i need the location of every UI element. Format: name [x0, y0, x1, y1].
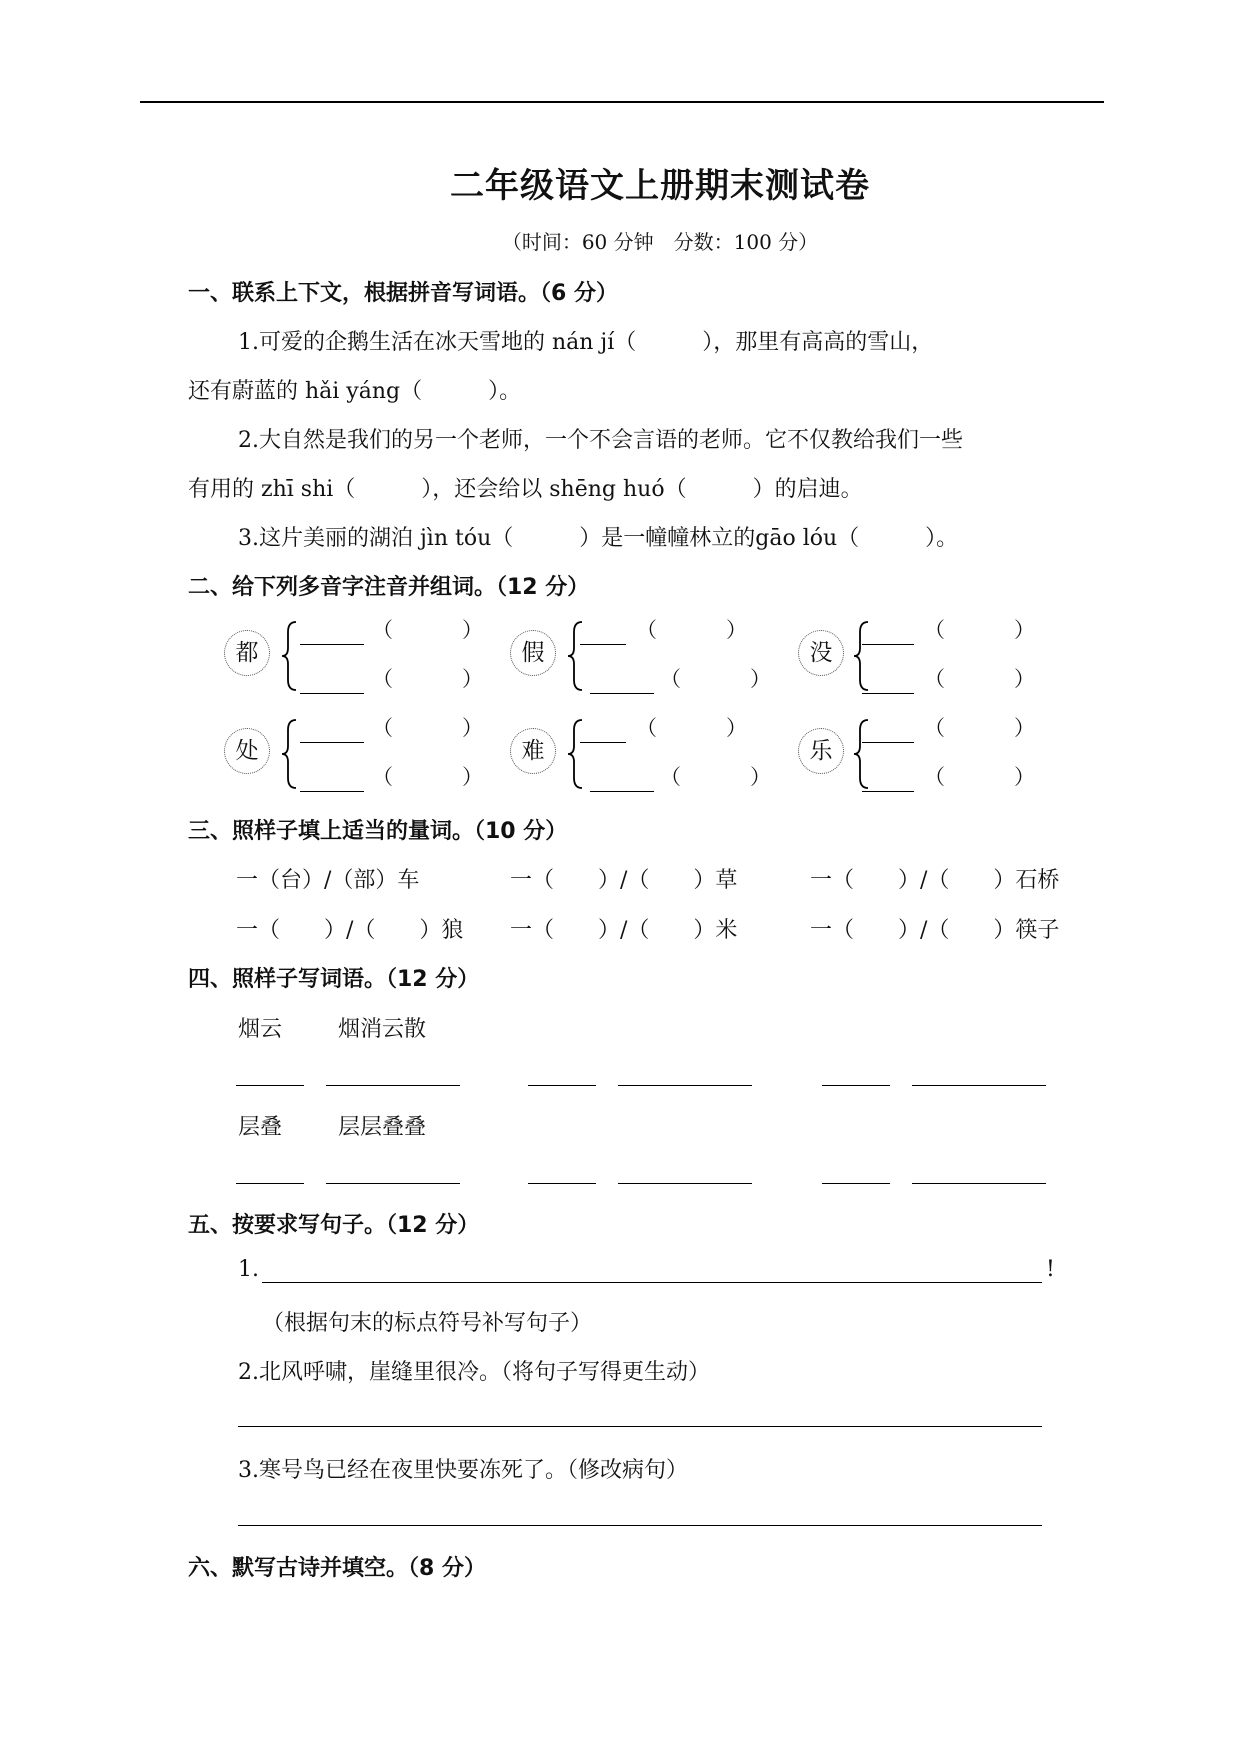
- paren-open: （: [924, 618, 945, 642]
- s1-line-5: 3.这片美丽的湖泊 jìn tóu（ ）是一幢幢林立的gāo lóu（ ）。: [238, 526, 959, 551]
- polyphone-char-nan: 难: [510, 728, 556, 774]
- section-1-heading: 一、联系上下文，根据拼音写词语。（6 分）: [188, 281, 618, 306]
- brace-icon: [566, 718, 586, 790]
- page-title: 二年级语文上册期末测试卷: [450, 166, 870, 206]
- paren-open: （: [924, 667, 945, 691]
- answer-line[interactable]: [862, 693, 914, 694]
- answer-line[interactable]: [262, 1282, 1042, 1283]
- measure-word-item: 一（ ）/（ ）米: [510, 918, 738, 943]
- s1-line-4: 有用的 zhī shi（ ），还会给以 shēng huó（ ）的启迪。: [188, 477, 863, 502]
- paren-close: ）: [726, 716, 747, 740]
- paren-close: ）: [462, 716, 483, 740]
- paren-close: ）: [1014, 618, 1035, 642]
- paren-close: ）: [750, 667, 771, 691]
- brace-icon: [280, 718, 300, 790]
- paren-close: ）: [1014, 765, 1035, 789]
- answer-line[interactable]: [238, 1525, 1042, 1526]
- s1-line-2: 还有蔚蓝的 hǎi yáng（ ）。: [188, 379, 522, 404]
- paren-close: ）: [1014, 667, 1035, 691]
- answer-line[interactable]: [822, 1183, 890, 1184]
- answer-line[interactable]: [300, 644, 364, 645]
- answer-line[interactable]: [580, 644, 626, 645]
- answer-line[interactable]: [912, 1183, 1046, 1184]
- section-5-heading: 五、按要求写句子。（12 分）: [188, 1213, 480, 1238]
- end-punctuation: !: [1046, 1257, 1055, 1282]
- paren-open: （: [660, 765, 681, 789]
- answer-line[interactable]: [590, 791, 654, 792]
- answer-line[interactable]: [862, 791, 914, 792]
- question-text: 3.寒号鸟已经在夜里快要冻死了。（修改病句）: [238, 1458, 688, 1483]
- question-text: 2.北风呼啸，崖缝里很冷。（将句子写得更生动）: [238, 1360, 710, 1385]
- answer-line[interactable]: [326, 1085, 460, 1086]
- example-word: 烟云: [238, 1017, 283, 1042]
- paren-open: （: [924, 765, 945, 789]
- paren-open: （: [636, 716, 657, 740]
- answer-line[interactable]: [236, 1085, 304, 1086]
- polyphone-char-du: 都: [224, 630, 270, 676]
- answer-line[interactable]: [528, 1183, 596, 1184]
- brace-icon: [852, 718, 872, 790]
- section-6-heading: 六、默写古诗并填空。（8 分）: [188, 1556, 486, 1581]
- question-hint: （根据句末的标点符号补写句子）: [262, 1311, 593, 1336]
- paren-close: ）: [462, 618, 483, 642]
- polyphone-char-le: 乐: [798, 728, 844, 774]
- answer-line[interactable]: [300, 742, 364, 743]
- answer-line[interactable]: [618, 1085, 752, 1086]
- measure-word-item: 一（ ）/（ ）石桥: [810, 868, 1060, 893]
- brace-icon: [566, 620, 586, 692]
- top-rule: [140, 101, 1104, 103]
- measure-word-item: 一（ ）/（ ）筷子: [810, 918, 1060, 943]
- paren-open: （: [372, 667, 393, 691]
- answer-line[interactable]: [528, 1085, 596, 1086]
- answer-line[interactable]: [618, 1183, 752, 1184]
- example-word: 层叠: [238, 1115, 283, 1140]
- answer-line[interactable]: [912, 1085, 1046, 1086]
- polyphone-char-jia: 假: [510, 630, 556, 676]
- section-4-heading: 四、照样子写词语。（12 分）: [188, 967, 480, 992]
- example-idiom: 烟消云散: [338, 1017, 427, 1042]
- answer-line[interactable]: [590, 693, 654, 694]
- answer-line[interactable]: [300, 791, 364, 792]
- paren-open: （: [372, 618, 393, 642]
- paren-open: （: [636, 618, 657, 642]
- paren-close: ）: [462, 667, 483, 691]
- answer-line[interactable]: [238, 1426, 1042, 1427]
- paren-close: ）: [750, 765, 771, 789]
- paren-close: ）: [1014, 716, 1035, 740]
- paren-open: （: [924, 716, 945, 740]
- brace-icon: [852, 620, 872, 692]
- s1-line-3: 2.大自然是我们的另一个老师，一个不会言语的老师。它不仅教给我们一些: [238, 428, 963, 453]
- polyphone-char-chu: 处: [224, 728, 270, 774]
- answer-line[interactable]: [822, 1085, 890, 1086]
- paren-open: （: [660, 667, 681, 691]
- answer-line[interactable]: [862, 644, 914, 645]
- question-number: 1.: [238, 1257, 259, 1282]
- answer-line[interactable]: [326, 1183, 460, 1184]
- answer-line[interactable]: [236, 1183, 304, 1184]
- answer-line[interactable]: [862, 742, 914, 743]
- answer-line[interactable]: [300, 693, 364, 694]
- example-idiom: 层层叠叠: [338, 1115, 427, 1140]
- paren-close: ）: [462, 765, 483, 789]
- s1-line-1: 1.可爱的企鹅生活在冰天雪地的 nán jí（ ），那里有高高的雪山，: [238, 330, 934, 355]
- measure-word-example: 一（台）/（部）车: [236, 868, 420, 893]
- answer-line[interactable]: [580, 742, 626, 743]
- measure-word-item: 一（ ）/（ ）草: [510, 868, 738, 893]
- section-2-heading: 二、给下列多音字注音并组词。（12 分）: [188, 575, 590, 600]
- polyphone-char-mei: 没: [798, 630, 844, 676]
- paren-close: ）: [726, 618, 747, 642]
- measure-word-item: 一（ ）/（ ）狼: [236, 918, 464, 943]
- brace-icon: [280, 620, 300, 692]
- section-3-heading: 三、照样子填上适当的量词。（10 分）: [188, 819, 568, 844]
- page-subtitle: （时间：60 分钟 分数：100 分）: [501, 230, 819, 254]
- paren-open: （: [372, 765, 393, 789]
- paren-open: （: [372, 716, 393, 740]
